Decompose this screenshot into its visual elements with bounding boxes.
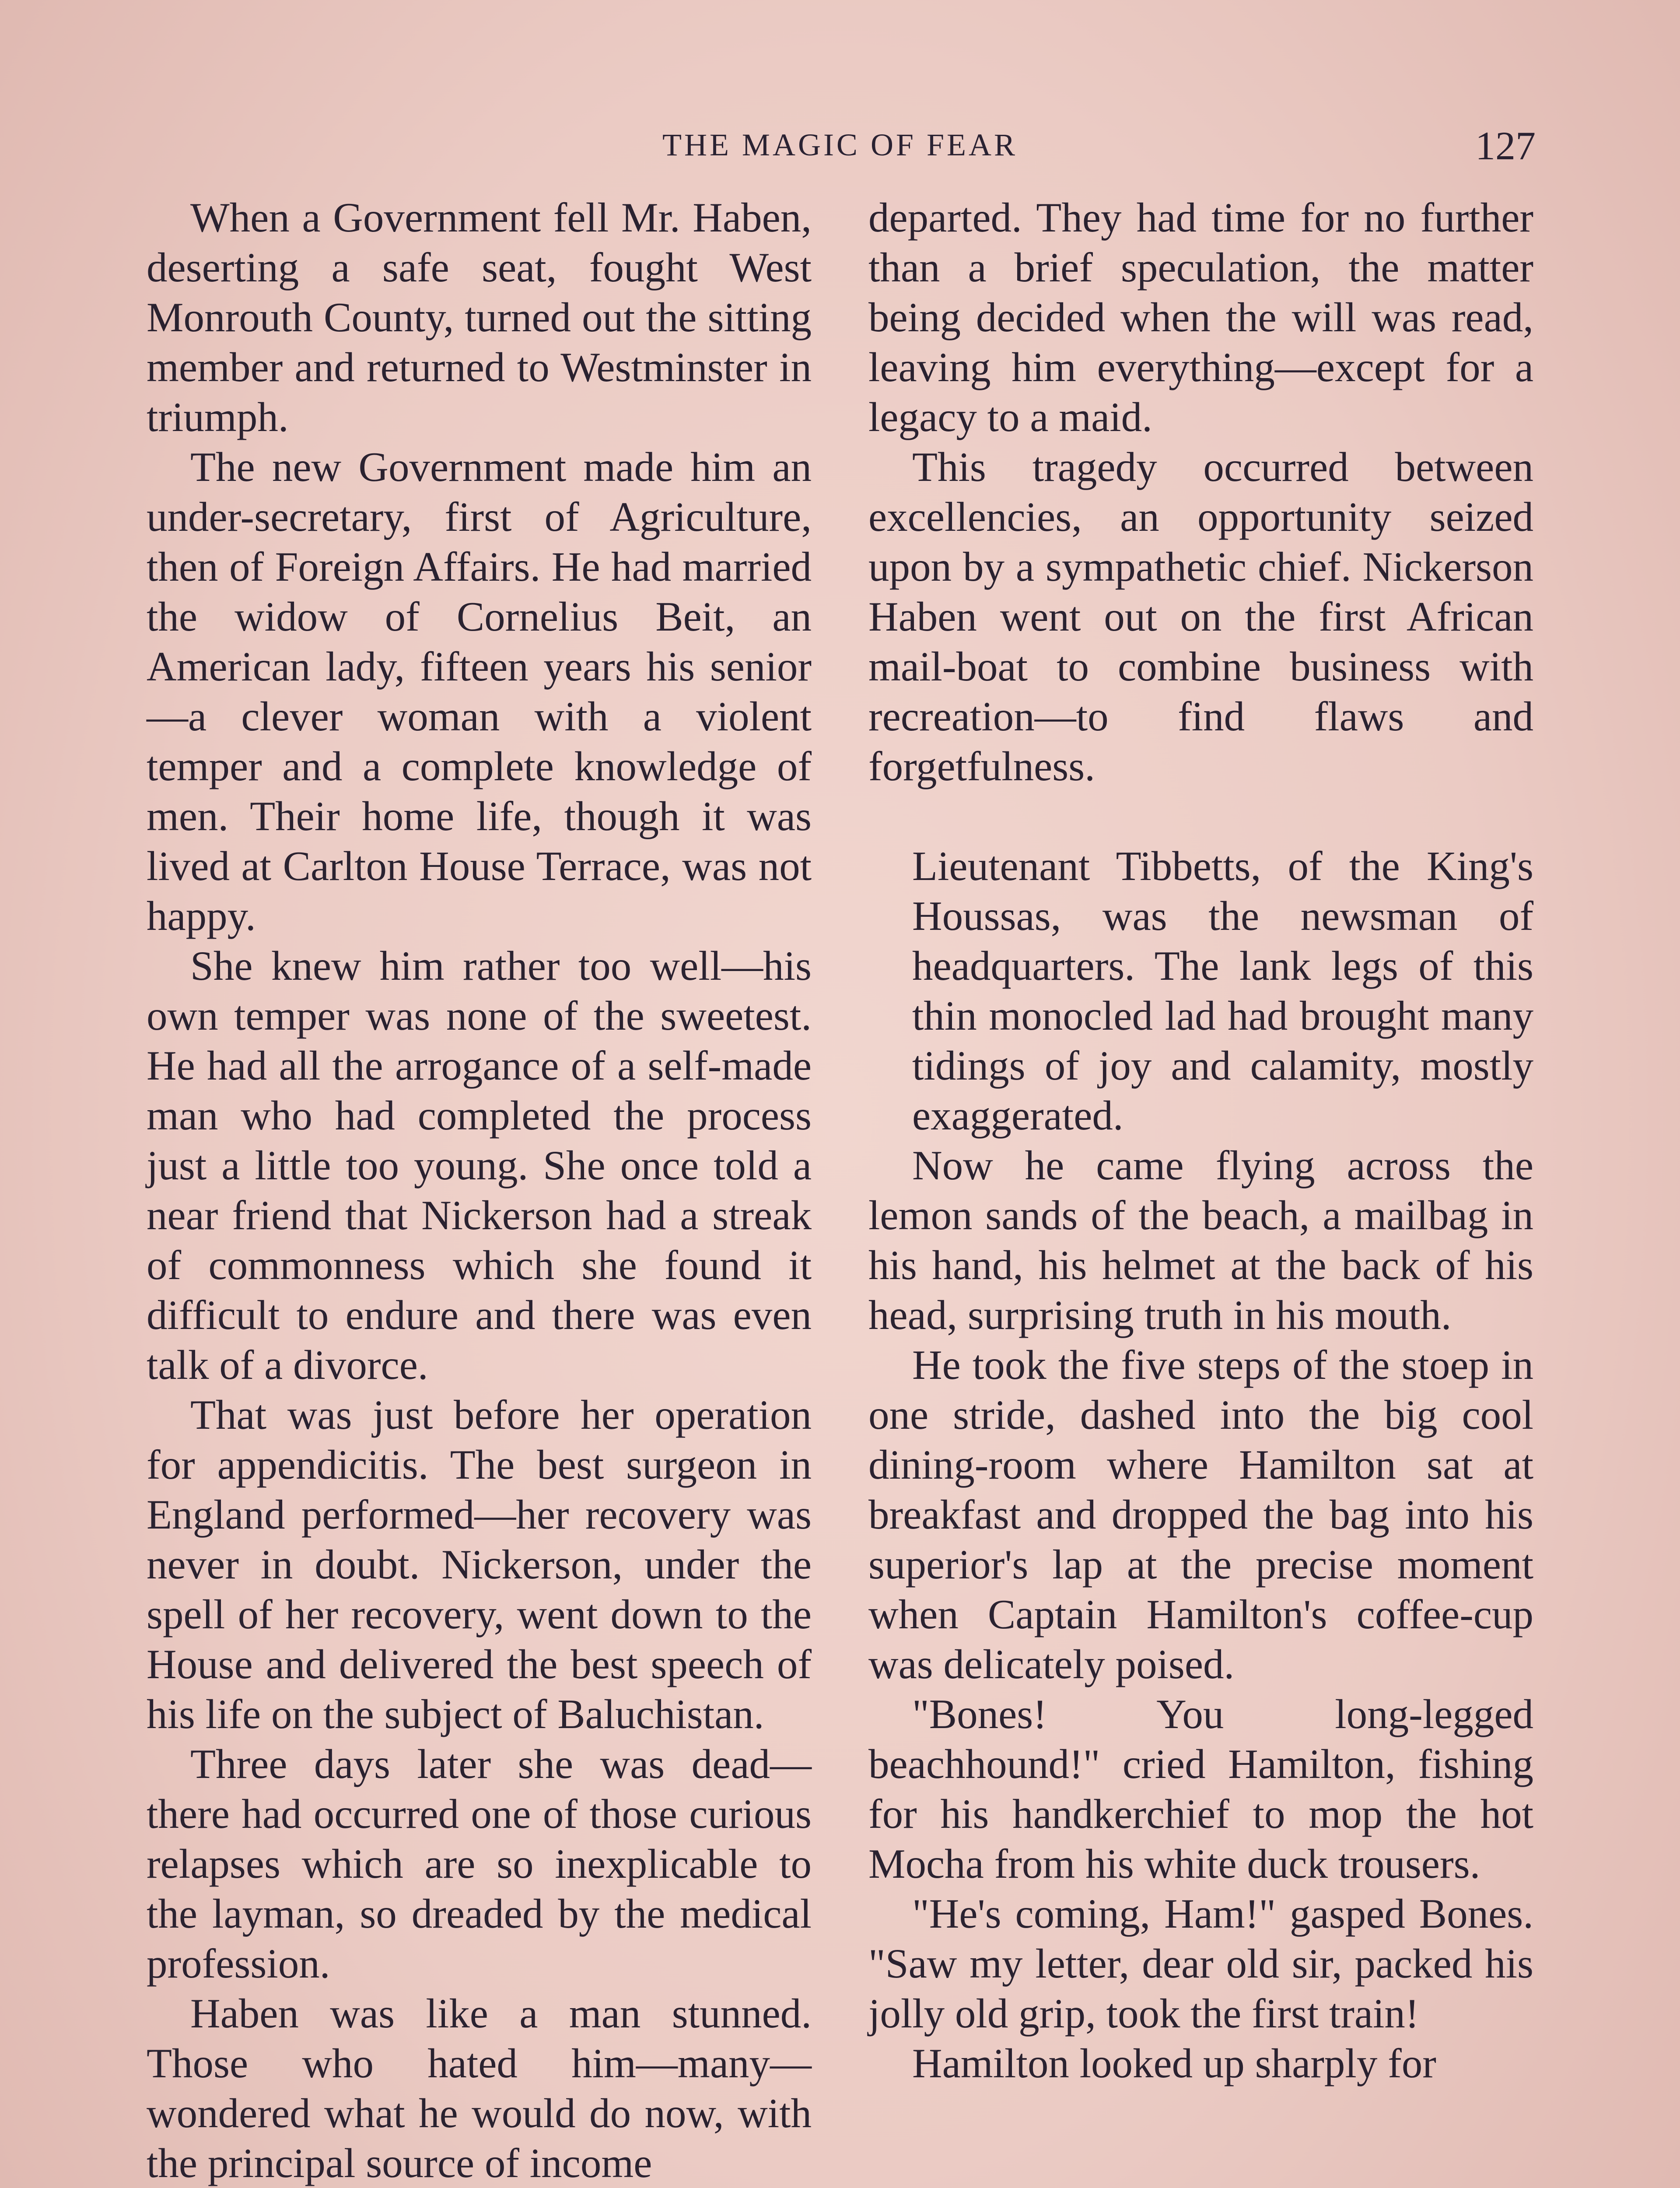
left-column [147, 193, 812, 2188]
paragraph: The new Government made him an under-secretary, first of Agriculture, then of Foreign Affairs. He had married the widow of Cornelius Beit, an American lady, fifteen years his senior—a clever woman with a violent temper and a complete knowledge of men. Their home life, though it was lived at Carlton House Terrace, was not happy. [147, 444, 812, 939]
page-number: 127 [1475, 123, 1536, 168]
paragraph: This tragedy occurred between excellencies, an opportunity seized upon by a sympathetic chief. Nickerson Haben went out on the first African mail-boat to combine business with recreation—to find flaws and forgetfulness. [868, 444, 1533, 789]
paragraph: He took the five steps of the stoep in one stride, dashed into the big cool dining-room where Hamilton sat at breakfast and dropped the bag into his superior's lap at the precise moment when Captain Hamilton's coffee-cup was delicately poised. [868, 1342, 1533, 1687]
paragraph: She knew him rather too well—his own temper was none of the sweetest. He had all the arrogance of a self-made man who had completed the process just a little too young. She once told a near friend that Nickerson had a streak of commonness which she found it difficult to endure and there was even talk of a divorce. [147, 943, 812, 1388]
paragraph: "He's coming, Ham!" gasped Bones. "Saw my letter, dear old sir, packed his jolly old grip, took the first train! [868, 1890, 1533, 2037]
paragraph: Three days later she was dead—there had occurred one of those curious relapses which are so inexplicable to the layman, so dreaded by the medical profession. [147, 1741, 812, 1987]
paragraph: Haben was like a man stunned. Those who hated him—many—wondered what he would do now, with the principal source of income [147, 1990, 812, 2186]
paragraph: "Bones! You long-legged beachhound!" cried Hamilton, fishing for his handkerchief to mop the hot Mocha from his white duck trousers. [868, 1691, 1533, 1887]
paragraph: Now he came flying across the lemon sands of the beach, a mailbag in his hand, his helmet at the back of his head, surprising truth in his mouth. [868, 1142, 1533, 1338]
paragraph: departed. They had time for no further than a brief speculation, the matter being decided when the will was read, leaving him everything—except for a legacy to a maid. [868, 194, 1533, 440]
paragraph: Lieutenant Tibbetts, of the King's Houssas, was the newsman of headquarters. The lank legs of this thin monocled lad had brought many tidings of joy and calamity, mostly exaggerated. [912, 843, 1533, 1139]
paragraph: Hamilton looked up sharply for [912, 2040, 1436, 2086]
running-title: THE MAGIC OF FEAR [662, 127, 1018, 162]
paragraph: When a Government fell Mr. Haben, deserting a safe seat, fought West Monrouth County, turned out the sitting member and returned to Westminster in triumph. [147, 194, 812, 440]
right-column [868, 193, 1533, 2088]
page-header [144, 123, 1536, 179]
paragraph: That was just before her operation for appendicitis. The best surgeon in England performed—her recovery was never in doubt. Nickerson, under the spell of her recovery, went down to the House and delivered the best speech of his life on the subject of Baluchistan. [147, 1392, 812, 1737]
